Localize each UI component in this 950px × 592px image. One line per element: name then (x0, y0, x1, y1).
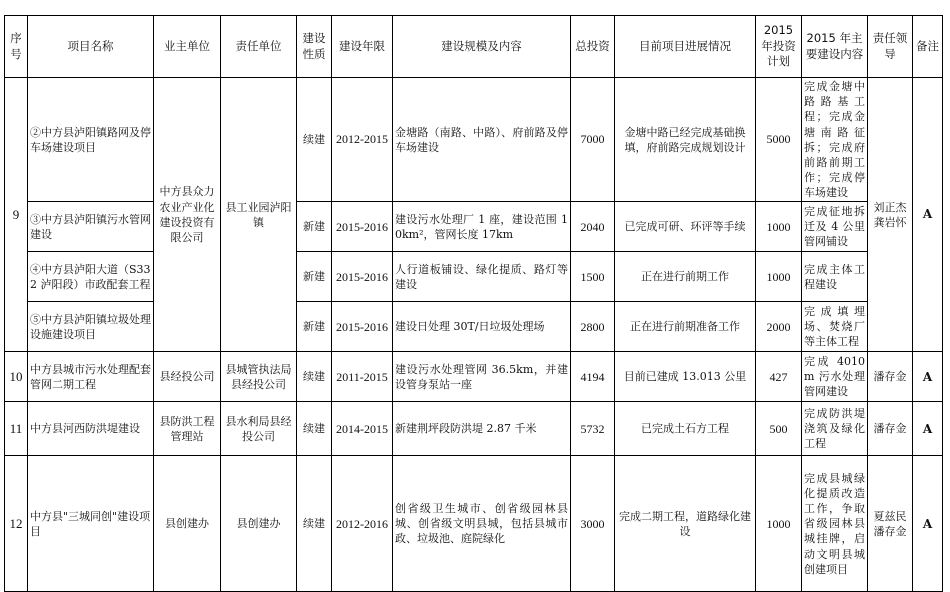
main-content-2015: 完成主体工程建设 (802, 252, 868, 302)
total-investment: 5732 (571, 402, 615, 456)
project-name: ②中方县泸阳镇路网及停车场建设项目 (28, 78, 154, 202)
construction-period: 2015-2016 (332, 202, 393, 252)
table-row (5, 352, 943, 402)
header-name: 项目名称 (28, 16, 154, 78)
construction-nature: 新建 (297, 202, 332, 252)
project-name: ⑤中方县泸阳镇垃圾处理设施建设项目 (28, 302, 154, 352)
progress-status: 完成二期工程，道路绿化建设 (615, 456, 756, 592)
row-seq: 11 (5, 402, 28, 456)
responsible-unit: 县水利局县经投公司 (221, 402, 297, 456)
header-resp: 责任单位 (221, 16, 297, 78)
responsible-unit: 县工业园泸阳镇 (221, 78, 297, 352)
total-investment: 1500 (571, 252, 615, 302)
construction-scope: 建设污水处理管网 36.5km，并建设管身泵站一座 (393, 352, 571, 402)
construction-nature: 新建 (297, 302, 332, 352)
owner-unit: 中方县众力农业产业化建设投资有限公司 (154, 78, 221, 352)
investment-plan-2015: 5000 (756, 78, 802, 202)
header-row (5, 16, 943, 78)
header-nature: 建设性质 (297, 16, 332, 78)
investment-plan-2015: 1000 (756, 252, 802, 302)
table-row (5, 252, 943, 302)
investment-plan-2015: 500 (756, 402, 802, 456)
header-plan: 2015 年投资计划 (756, 16, 802, 78)
construction-nature: 续建 (297, 402, 332, 456)
remark: A (913, 402, 943, 456)
main-content-2015: 完成金塘中路路基工程；完成金塘南路征拆；完成府前路前期工作；完成停车场建设 (802, 78, 868, 202)
construction-scope: 建设日处理 30T/日垃圾处理场 (393, 302, 571, 352)
header-scope: 建设规模及内容 (393, 16, 571, 78)
construction-period: 2014-2015 (332, 402, 393, 456)
header-content2015: 2015 年主要建设内容 (802, 16, 868, 78)
owner-unit: 县防洪工程管理站 (154, 402, 221, 456)
remark: A (913, 352, 943, 402)
table-row (5, 78, 943, 202)
investment-plan-2015: 427 (756, 352, 802, 402)
owner-unit: 县创建办 (154, 456, 221, 592)
construction-scope: 创省级卫生城市、创省级园林县城、创省级文明县城，包括县城市政、垃圾池、庭院绿化 (393, 456, 571, 592)
remark: A (913, 456, 943, 592)
construction-scope: 人行道板铺设、绿化提质、路灯等建设 (393, 252, 571, 302)
project-name: ④中方县泸阳大道（S332 泸阳段）市政配套工程 (28, 252, 154, 302)
table-row (5, 202, 943, 252)
construction-period: 2015-2016 (332, 302, 393, 352)
owner-unit: 县经投公司 (154, 352, 221, 402)
row-seq: 12 (5, 456, 28, 592)
investment-plan-2015: 1000 (756, 202, 802, 252)
construction-scope: 新建荆坪段防洪堤 2.87 千米 (393, 402, 571, 456)
total-investment: 3000 (571, 456, 615, 592)
header-progress: 目前项目进展情况 (615, 16, 756, 78)
construction-period: 2012-2016 (332, 456, 393, 592)
project-table (4, 15, 943, 592)
investment-plan-2015: 2000 (756, 302, 802, 352)
progress-status: 金塘中路已经完成基础换填，府前路完成规划设计 (615, 78, 756, 202)
table-row (5, 402, 943, 456)
total-investment: 7000 (571, 78, 615, 202)
header-leader: 责任领导 (868, 16, 913, 78)
construction-scope: 金塘路（南路、中路）、府前路及停车场建设 (393, 78, 571, 202)
main-content-2015: 完成 4010m 污水处理管网建设 (802, 352, 868, 402)
row-seq: 10 (5, 352, 28, 402)
total-investment: 2800 (571, 302, 615, 352)
main-content-2015: 完成县城绿化提质改造工作，争取省级园林县城挂牌，启动文明县城创建项目 (802, 456, 868, 592)
construction-period: 2012-2015 (332, 78, 393, 202)
table-row (5, 302, 943, 352)
header-invest: 总投资 (571, 16, 615, 78)
total-investment: 2040 (571, 202, 615, 252)
header-seq: 序号 (5, 16, 28, 78)
row-seq: 9 (5, 78, 28, 352)
responsible-leader: 刘正杰龚岩怀 (868, 78, 913, 352)
responsible-leader: 夏兹民潘存金 (868, 456, 913, 592)
main-content-2015: 完成征地拆迁及 4 公里管网铺设 (802, 202, 868, 252)
remark: A (913, 78, 943, 352)
project-name: 中方县河西防洪堤建设 (28, 402, 154, 456)
progress-status: 正在进行前期准备工作 (615, 302, 756, 352)
progress-status: 已完成可研、环评等手续 (615, 202, 756, 252)
construction-period: 2011-2015 (332, 352, 393, 402)
responsible-unit: 县创建办 (221, 456, 297, 592)
responsible-leader: 潘存金 (868, 402, 913, 456)
header-owner: 业主单位 (154, 16, 221, 78)
construction-nature: 续建 (297, 352, 332, 402)
project-name: ③中方县泸阳镇污水管网建设 (28, 202, 154, 252)
project-name: 中方县"三城同创"建设项目 (28, 456, 154, 592)
main-content-2015: 完成填埋场、焚烧厂等主体工程 (802, 302, 868, 352)
construction-nature: 续建 (297, 78, 332, 202)
construction-nature: 新建 (297, 252, 332, 302)
construction-period: 2015-2016 (332, 252, 393, 302)
main-content-2015: 完成防洪堤浇筑及绿化工程 (802, 402, 868, 456)
responsible-unit: 县城管执法局县经投公司 (221, 352, 297, 402)
table-row (5, 456, 943, 592)
header-remark: 备注 (913, 16, 943, 78)
project-name: 中方县城市污水处理配套管网二期工程 (28, 352, 154, 402)
header-period: 建设年限 (332, 16, 393, 78)
investment-plan-2015: 1000 (756, 456, 802, 592)
progress-status: 已完成土石方工程 (615, 402, 756, 456)
progress-status: 目前已建成 13.013 公里 (615, 352, 756, 402)
responsible-leader: 潘存金 (868, 352, 913, 402)
total-investment: 4194 (571, 352, 615, 402)
progress-status: 正在进行前期工作 (615, 252, 756, 302)
construction-scope: 建设污水处理厂 1 座，建设范围 10km²，管网长度 17km (393, 202, 571, 252)
construction-nature: 续建 (297, 456, 332, 592)
